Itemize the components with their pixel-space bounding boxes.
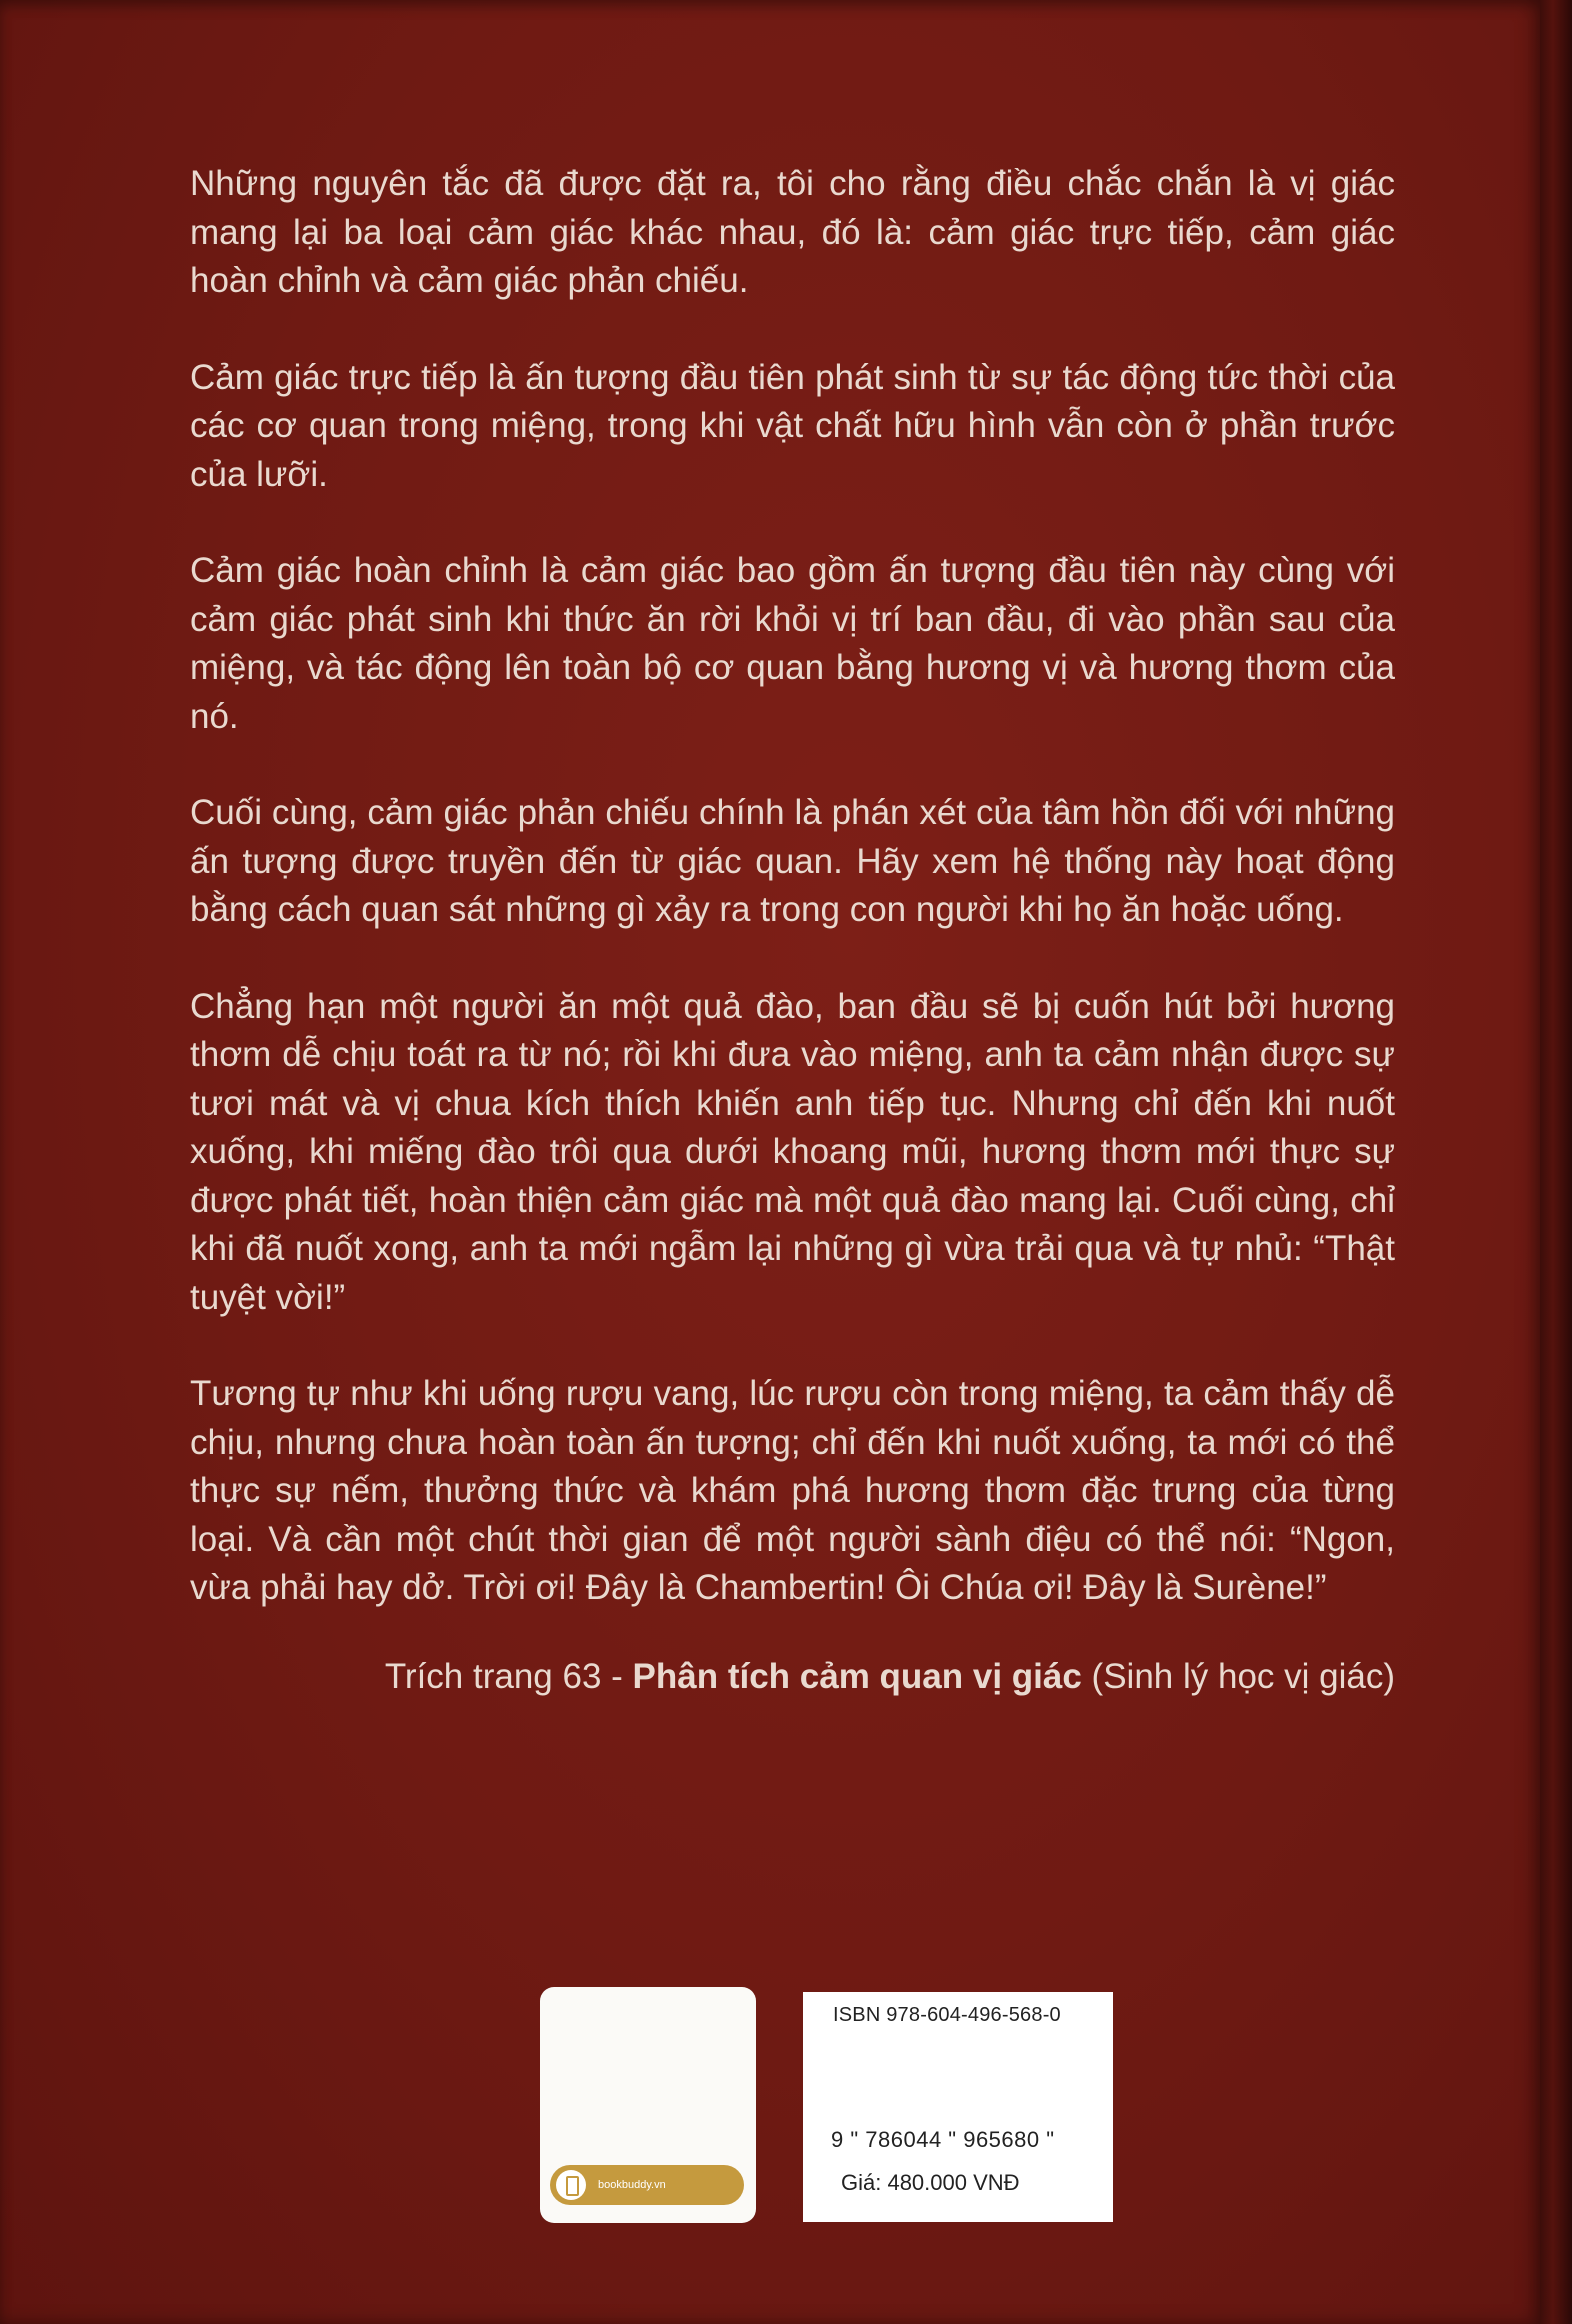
paragraph-5: Chẳng hạn một người ăn một quả đào, ban đầu sẽ bị cuốn hút bởi hương thơm dễ chịu toát ra từ nó; rồi khi đưa vào miệng, anh ta cảm nhận được sự tươi mát và vị chua kích thích khiến anh tiếp tục. Nhưng chỉ đến khi nuốt xuống, khi miếng đào trôi qua dưới khoang mũi, hương thơm mới thực sự được phát tiết, hoàn thiện cảm giác mà một quả đào mang lại. Cuối cùng, chỉ khi đã nuốt xong, anh ta mới ngẫm lại những gì vừa trải qua và tự nhủ: “Thật tuyệt vời!”: [190, 986, 1395, 1317]
barcode-label: [803, 1992, 1113, 2222]
paragraph-6: Tương tự như khi uống rượu vang, lúc rượu còn trong miệng, ta cảm thấy dễ chịu, nhưng chưa hoàn toàn ấn tượng; chỉ đến khi nuốt xuống, ta mới có thể thực sự nếm, thưởng thức và khám phá hương thơm đặc trưng của từng loại. Và cần một chút thời gian để một người sành điệu có thể nói: “Ngon, vừa phải hay dở. Trời ơi! Đây là Chambertin! Ôi Chúa ơi! Đây là Surène!”: [190, 1374, 1395, 1607]
paragraph-2: Cảm giác trực tiếp là ấn tượng đầu tiên phát sinh từ sự tác động tức thời của các cơ quan trong miệng, trong khi vật chất hữu hình vẫn còn ở phần trước của lưỡi.: [190, 357, 1395, 494]
barcode-digits: 9 " 786044 " 965680 ": [831, 2127, 1055, 2152]
blurb-text: [190, 160, 1395, 1701]
phone-icon: [556, 2170, 586, 2200]
citation-suffix: (Sinh lý học vị giác): [1081, 1656, 1395, 1696]
citation-prefix: Trích trang 63 -: [384, 1656, 633, 1696]
paragraph-4: Cuối cùng, cảm giác phản chiếu chính là phán xét của tâm hồn đối với những ấn tượng được truyền đến từ giác quan. Hãy xem hệ thống này hoạt động bằng cách quan sát những gì xảy ra trong con người khi họ ăn hoặc uống.: [190, 793, 1395, 929]
paragraph-1: Những nguyên tắc đã được đặt ra, tôi cho rằng điều chắc chắn là vị giác mang lại ba loại cảm giác khác nhau, đó là: cảm giác trực tiếp, cảm giác hoàn chỉnh và cảm giác phản chiếu.: [190, 164, 1395, 300]
cover-edge: [1540, 0, 1572, 2324]
price-text: Giá: 480.000 VNĐ: [841, 2170, 1020, 2195]
citation-title: Phân tích cảm quan vị giác: [632, 1656, 1082, 1696]
app-sticker: [540, 1987, 756, 2223]
paragraph-3: Cảm giác hoàn chỉnh là cảm giác bao gồm ấn tượng đầu tiên này cùng với cảm giác phát sinh khi thức ăn rời khỏi vị trí ban đầu, đi vào phần sau của miệng, và tác động lên toàn bộ cơ quan bằng hương vị và hương thơm của nó.: [190, 551, 1395, 736]
isbn-text: ISBN 978-604-496-568-0: [833, 2004, 1061, 2026]
app-badge: [550, 2165, 744, 2205]
app-badge-text: bookbuddy.vn: [598, 2179, 666, 2191]
citation: [190, 1653, 1395, 1702]
